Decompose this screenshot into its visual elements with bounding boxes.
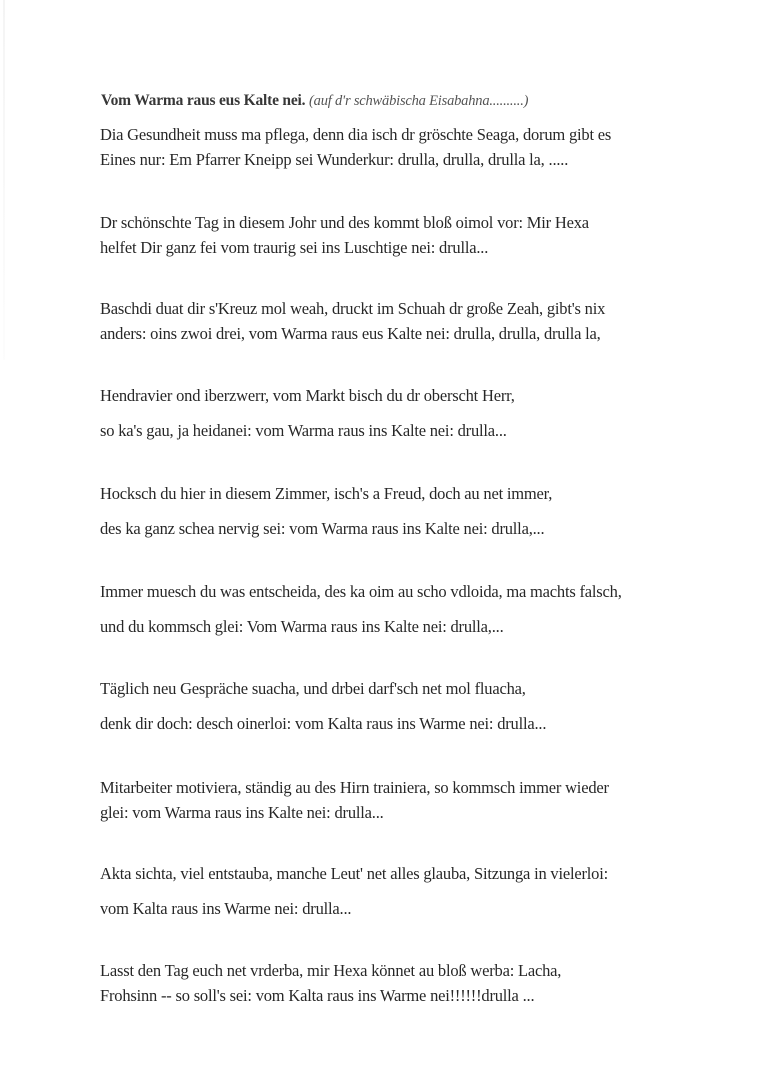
stanza-10 [100, 958, 700, 1008]
stanza-line: so ka's gau, ja heidanei: vom Warma raus ins Kalte nei: drulla... [100, 421, 507, 440]
scan-margin-shadow [3, 0, 5, 360]
document-subtitle: (auf d'r schwäbischa Eisabahna..........) [309, 93, 529, 109]
stanza-line: Dr schönschte Tag in diesem Johr und des kommt bloß oimol vor: Mir Hexa [100, 213, 589, 232]
stanza-line: Hendravier ond iberzwerr, vom Markt bisch du dr oberscht Herr, [100, 386, 515, 405]
stanza-7 [100, 676, 700, 736]
stanza-line: Akta sichta, viel entstauba, manche Leut' net alles glauba, Sitzunga in vielerloi: [100, 864, 608, 883]
stanza-line: denk dir doch: desch oinerloi: vom Kalta raus ins Warme nei: drulla... [100, 714, 547, 733]
stanza-5 [100, 481, 700, 541]
stanza-line: Täglich neu Gespräche suacha, und drbei darf'sch net mol fluacha, [100, 679, 526, 698]
stanza-line: des ka ganz schea nervig sei: vom Warma raus ins Kalte nei: drulla,... [100, 519, 545, 538]
stanza-8 [100, 775, 700, 825]
stanza-line: Immer muesch du was entscheida, des ka oim au scho vdloida, ma machts falsch, [100, 582, 622, 601]
stanza-line: Frohsinn -- so soll's sei: vom Kalta raus ins Warme nei!!!!!!drulla ... [100, 986, 535, 1005]
stanza-line: vom Kalta raus ins Warme nei: drulla... [100, 899, 352, 918]
stanza-line: Dia Gesundheit muss ma pflega, denn dia isch dr gröschte Seaga, dorum gibt es [100, 125, 612, 144]
stanza-line: Baschdi duat dir s'Kreuz mol weah, druckt im Schuah dr große Zeah, gibt's nix [100, 299, 606, 318]
stanza-4 [100, 383, 700, 443]
stanza-line: und du kommsch glei: Vom Warma raus ins Kalte nei: drulla,... [100, 617, 504, 636]
stanza-3 [100, 296, 700, 346]
stanza-line: Mitarbeiter motiviera, ständig au des Hirn trainiera, so kommsch immer wieder [100, 778, 609, 797]
stanza-line: Lasst den Tag euch net vrderba, mir Hexa könnet au bloß werba: Lacha, [100, 961, 562, 980]
stanza-line: helfet Dir ganz fei vom traurig sei ins Luschtige nei: drulla... [100, 238, 489, 257]
stanza-line: Hocksch du hier in diesem Zimmer, isch's a Freud, doch au net immer, [100, 484, 553, 503]
stanza-line: anders: oins zwoi drei, vom Warma raus eus Kalte nei: drulla, drulla, drulla la, [100, 324, 601, 343]
stanza-1 [100, 122, 700, 172]
stanza-line: Eines nur: Em Pfarrer Kneipp sei Wunderkur: drulla, drulla, drulla la, ..... [100, 150, 569, 169]
document-title-line [101, 88, 528, 114]
stanza-6 [100, 579, 700, 639]
document-title: Vom Warma raus eus Kalte nei. [101, 92, 306, 109]
stanza-9 [100, 861, 700, 921]
stanza-line: glei: vom Warma raus ins Kalte nei: drulla... [100, 803, 384, 822]
stanza-2 [100, 210, 700, 260]
